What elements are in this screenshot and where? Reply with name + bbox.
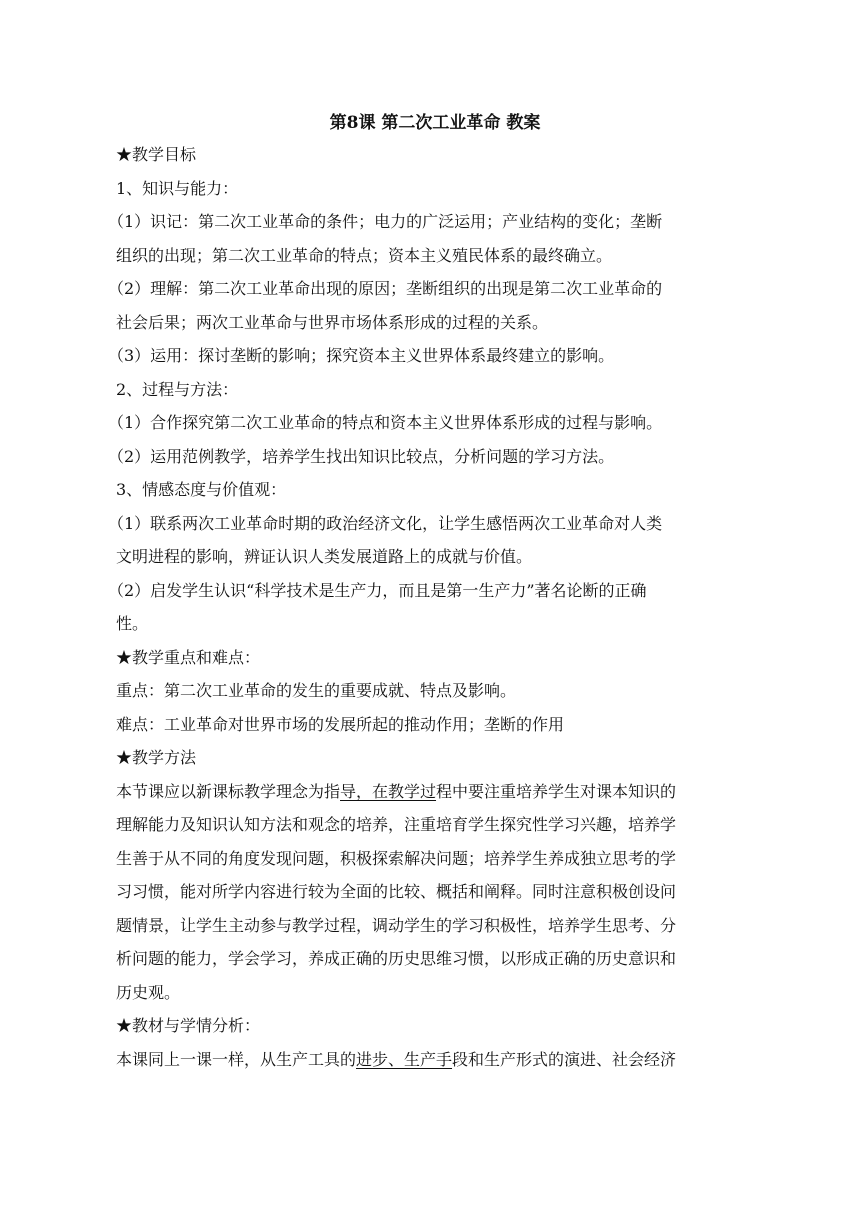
paragraph-line: （3）运用：探讨垄断的影响；探究资本主义世界体系最终建立的影响。 [108,346,615,365]
subheading-knowledge: 1、知识与能力： [116,178,239,198]
text-run: 本节课应以新课标教学理念为指 [116,781,341,801]
paragraph-line: 性。 [116,614,149,633]
subheading-process: 2、过程与方法： [116,379,239,399]
paragraph-line: 析问题的能力，学会学习，养成正确的历史思维习惯，以形成正确的历史意识和 [116,949,677,968]
paragraph-line: 文明进程的影响，辨证认识人类发展道路上的成就与价值。 [116,547,533,566]
paragraph-line: 组织的出现；第二次工业革命的特点；资本主义殖民体系的最终确立。 [116,245,613,265]
document-title: 第8课 第二次工业革命 教案 [329,113,541,133]
text-run: 段和生产形式的演进、社会经济 [452,1049,677,1069]
paragraph-line: （2）运用范例教学，培养学生找出知识比较点，分析问题的学习方法。 [108,446,615,466]
section-heading-keypoints: ★教学重点和难点： [116,647,261,667]
paragraph-line: （2）理解：第二次工业革命出现的原因；垄断组织的出现是第二次工业革命的 [108,279,663,298]
text-run: 本课同上一课一样，从生产工具的 [116,1049,357,1069]
paragraph-line: 社会后果；两次工业革命与世界市场体系形成的过程的关系。 [116,312,549,332]
paragraph-line [116,775,742,809]
section-heading-analysis: ★教材与学情分析： [116,1016,261,1035]
underlined-text: 进步、生产手 [356,1049,453,1069]
paragraph-line: 题情景，让学生主动参与教学过程，调动学生的学习积极性，培养学生思考、分 [116,915,677,935]
difficulty-line: 难点：工业革命对世界市场的发展所起的推动作用；垄断的作用 [116,714,565,734]
paragraph-line: 理解能力及知识认知方法和观念的培养，注重培育学生探究性学习兴趣，培养学 [116,815,677,834]
paragraph-line: （1）识记：第二次工业革命的条件；电力的广泛运用；产业结构的变化；垄断 [108,212,663,231]
paragraph-line [116,1043,742,1077]
section-heading-objectives: ★教学目标 [116,145,197,164]
paragraph-line: 习习惯，能对所学内容进行较为全面的比较、概括和阐释。同时注意积极创设问 [116,882,677,901]
paragraph-line: （2）启发学生认识“科学技术是生产力，而且是第一生产力”著名论断的正确 [108,580,647,600]
paragraph-line: 生善于从不同的角度发现问题，积极探索解决问题；培养学生养成独立思考的学 [116,848,677,868]
underlined-text: 导，在教学过 [340,781,437,801]
paragraph-line: （1）合作探究第二次工业革命的特点和资本主义世界体系形成的过程与影响。 [108,413,663,432]
section-heading-method: ★教学方法 [116,748,197,767]
paragraph-line: 历史观。 [116,982,181,1002]
text-run: 程中要注重培养学生对课本知识的 [436,781,677,801]
key-point-line: 重点：第二次工业革命的发生的重要成就、特点及影响。 [116,681,517,700]
document-page [108,108,742,1076]
paragraph-line: （1）联系两次工业革命时期的政治经济文化，让学生感悟两次工业革命对人类 [108,513,663,533]
subheading-attitude: 3、情感态度与价值观： [116,480,287,499]
